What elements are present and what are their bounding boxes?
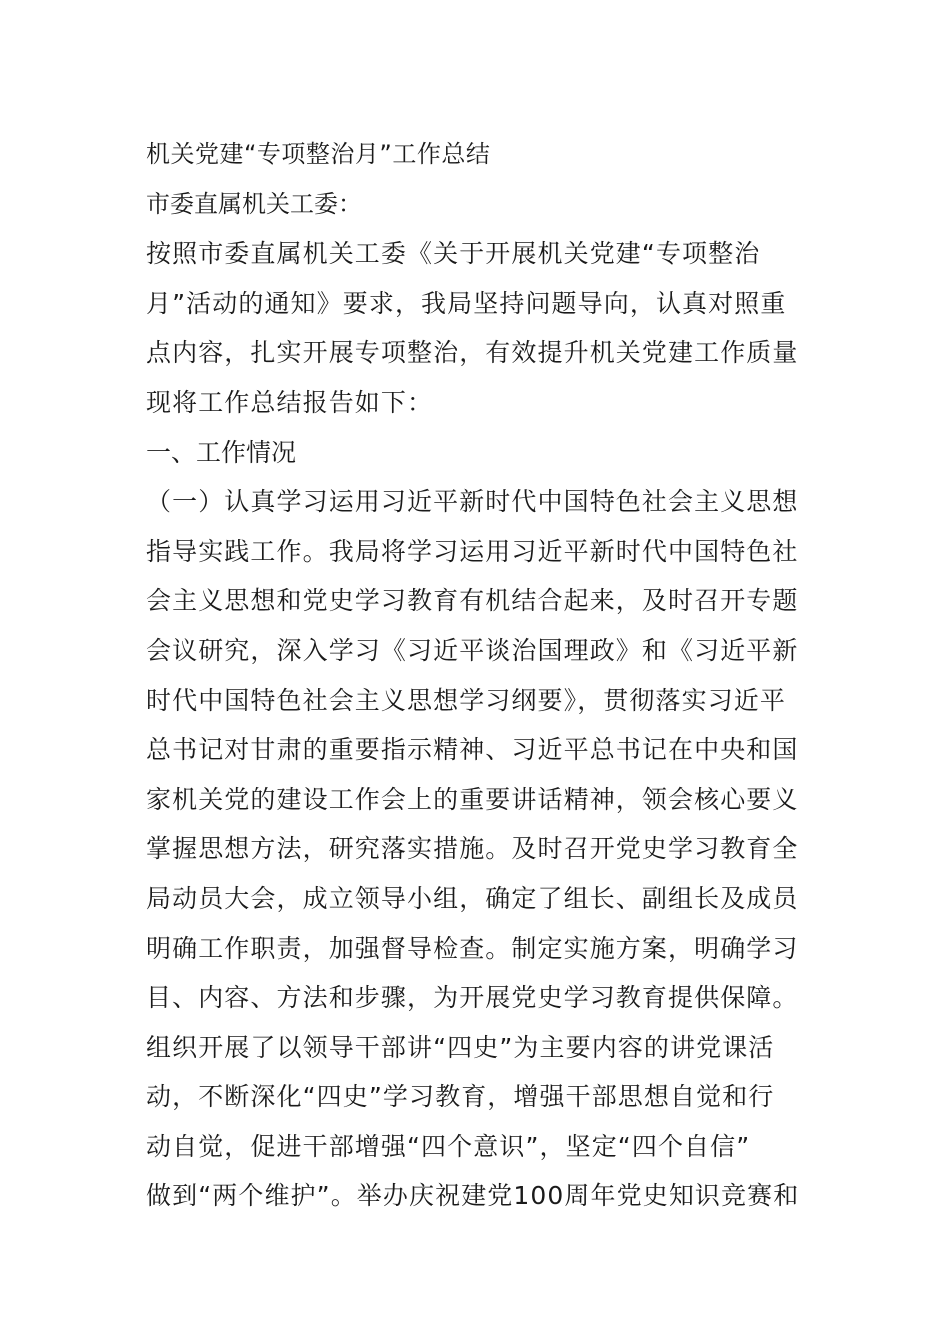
- paragraph-line: 动自觉，促进干部增强“四个意识”，坚定“四个自信”: [146, 1131, 751, 1161]
- paragraph-line: 局动员大会，成立领导小组，确定了组长、副组长及成员: [146, 883, 799, 913]
- paragraph-line: 家机关党的建设工作会上的重要讲话精神，领会核心要义: [146, 784, 799, 814]
- document-title: 机关党建“专项整治月”工作总结: [146, 140, 491, 168]
- intro-line: 按照市委直属机关工委《关于开展机关党建“专项整治: [146, 239, 761, 269]
- paragraph-line: 指导实践工作。我局将学习运用习近平新时代中国特色社: [146, 536, 799, 566]
- intro-line: 月”活动的通知》要求，我局坚持问题导向，认真对照重: [146, 288, 787, 318]
- paragraph-line: 做到“两个维护”。举办庆祝建党100周年党史知识竞赛和: [146, 1181, 800, 1211]
- paragraph-line: 时代中国特色社会主义思想学习纲要》，贯彻落实习近平: [146, 685, 787, 715]
- intro-line: 现将工作总结报告如下：: [146, 387, 434, 417]
- paragraph-line: 总书记对甘肃的重要指示精神、习近平总书记在中央和国: [146, 735, 799, 765]
- intro-paragraph: [146, 229, 810, 427]
- paragraph-line: 会主义思想和党史学习教育有机结合起来，及时召开专题: [146, 586, 799, 616]
- paragraph-line: 掌握思想方法，研究落实措施。及时召开党史学习教育全: [146, 834, 799, 864]
- document-body: [146, 130, 810, 1221]
- paragraph-line: （一）认真学习运用习近平新时代中国特色社会主义思想: [146, 487, 799, 517]
- intro-line: 点内容，扎实开展专项整治，有效提升机关党建工作质量: [146, 338, 799, 368]
- paragraph-line: 目、内容、方法和步骤，为开展党史学习教育提供保障。: [146, 983, 799, 1013]
- section-heading: 一、工作情况: [146, 437, 297, 467]
- paragraph-line: 组织开展了以领导干部讲“四史”为主要内容的讲党课活: [146, 1032, 775, 1062]
- paragraph-line: 动，不断深化“四史”学习教育，增强干部思想自觉和行: [146, 1082, 775, 1112]
- paragraph-line: 会议研究，深入学习《习近平谈治国理政》和《习近平新: [146, 635, 799, 665]
- paragraph-line: 明确工作职责，加强督导检查。制定实施方案，明确学习: [146, 933, 799, 963]
- salutation: 市委直属机关工委：: [146, 189, 362, 218]
- subsection-paragraph: [146, 477, 810, 1221]
